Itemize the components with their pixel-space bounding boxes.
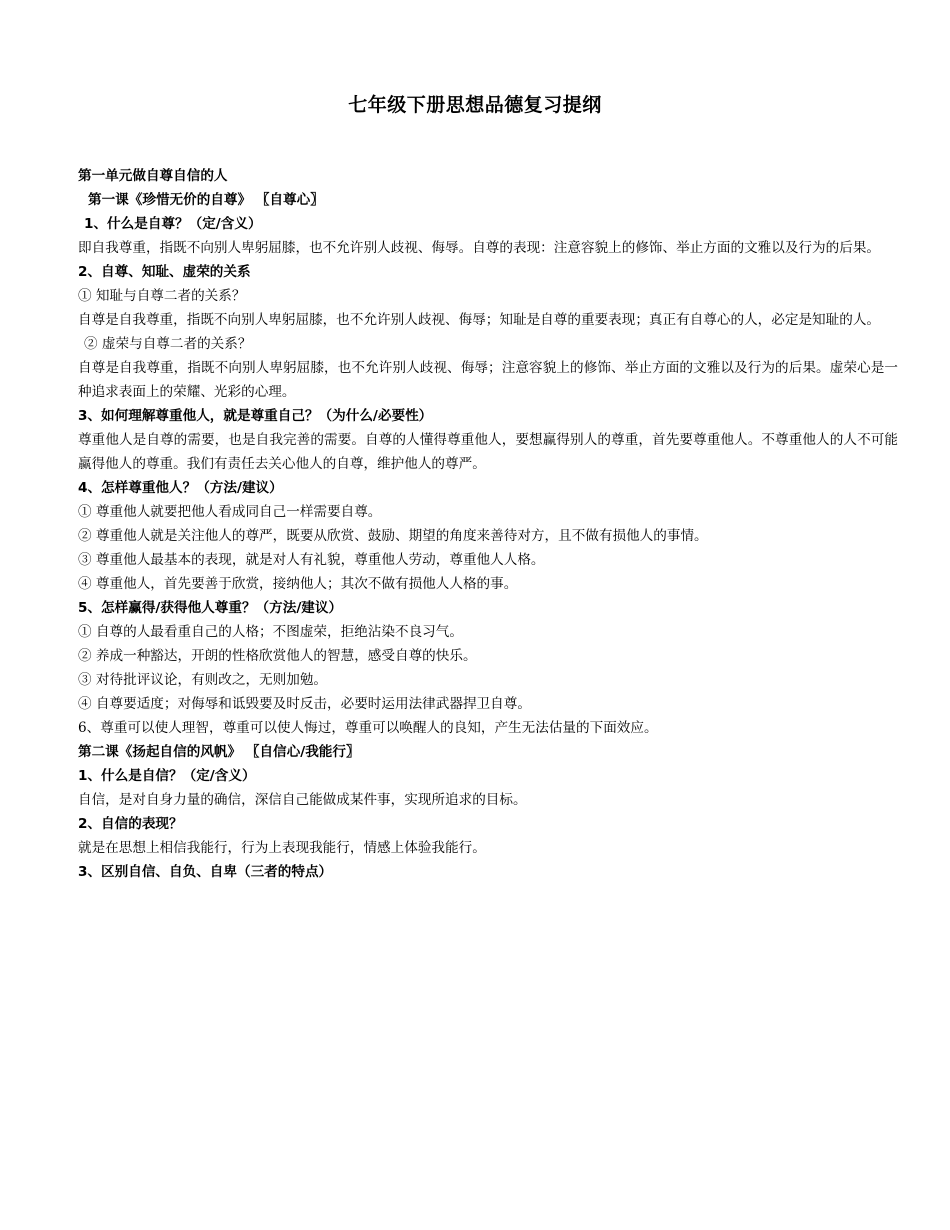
list-item: ② 尊重他人就是关注他人的尊严，既要从欣赏、鼓励、期望的角度来善待对方，且不做有损他人的事情。 [78,528,708,544]
list-item: ③ 对待批评议论，有则改之，无则加勉。 [78,672,328,688]
list-item: ① 尊重他人就要把他人看成同自己一样需要自尊。 [78,504,382,520]
answer-paragraph: 尊重他人是自尊的需要，也是自我完善的需要。自尊的人懂得尊重他人，要想赢得别人的尊重，首先要尊重他人。不尊重他人的人不可能赢得他人的尊重。我们有责任去关心他人的自尊，维护他人的尊严。 [78,432,898,472]
sub-question: ① 知耻与自尊二者的关系？ [78,288,246,304]
sub-question: ② 虚荣与自尊二者的关系？ [84,336,252,352]
answer-paragraph: 自信，是对自身力量的确信，深信自己能做成某件事，实现所追求的目标。 [78,792,527,808]
list-item: ③ 尊重他人最基本的表现，就是对人有礼貌，尊重他人劳动，尊重他人人格。 [78,552,545,568]
answer-paragraph: 自尊是自我尊重，指既不向别人卑躬屈膝，也不允许别人歧视、侮辱；注意容貌上的修饰、举止方面的文雅以及行为的后果。虚荣心是一种追求表面上的荣耀、光彩的心理。 [78,360,898,400]
question-heading: 2、自信的表现？ [78,816,183,832]
list-item: ① 自尊的人最看重自己的人格；不图虚荣，拒绝沾染不良习气。 [78,624,463,640]
lesson-heading: 第二课《扬起自信的风帆》 〖自信心/我能行〗 [78,744,360,760]
lesson-heading: 第一课《珍惜无价的自尊》 〖自尊心〗 [88,192,324,208]
question-heading: 5、怎样赢得/获得他人尊重？（方法/建议） [78,600,343,616]
list-item: 6、尊重可以使人理智，尊重可以使人悔过，尊重可以唤醒人的良知，产生无法估量的下面效应。 [78,720,658,736]
document-title: 七年级下册思想品德复习提纲 [348,94,602,116]
list-item: ④ 尊重他人，首先要善于欣赏，接纳他人；其次不做有损他人人格的事。 [78,576,518,592]
list-item: ④ 自尊要适度；对侮辱和诋毁要及时反击，必要时运用法律武器捍卫自尊。 [78,696,531,712]
answer-paragraph: 自尊是自我尊重，指既不向别人卑躬屈膝，也不允许别人歧视、侮辱；知耻是自尊的重要表现；真正有自尊心的人，必定是知耻的人。 [78,312,881,328]
question-heading: 4、怎样尊重他人？（方法/建议） [78,480,283,496]
question-heading: 1、什么是自信？（定/含义） [78,768,256,784]
question-heading: 3、如何理解尊重他人，就是尊重自己？（为什么/必要性） [78,408,433,424]
answer-paragraph: 即自我尊重，指既不向别人卑躬屈膝，也不允许别人歧视、侮辱。自尊的表现：注意容貌上的修饰、举止方面的文雅以及行为的后果。 [78,240,881,256]
document-body [78,164,898,884]
answer-paragraph: 就是在思想上相信我能行，行为上表现我能行，情感上体验我能行。 [78,840,486,856]
question-heading: 1、什么是自尊？（定/含义） [84,216,262,232]
list-item: ② 养成一种豁达，开朗的性格欣赏他人的智慧，感受自尊的快乐。 [78,648,477,664]
question-heading: 2、自尊、知耻、虚荣的关系 [78,264,251,280]
question-heading: 3、区别自信、自负、自卑（三者的特点） [78,864,333,880]
unit-heading: 第一单元做自尊自信的人 [78,168,228,184]
